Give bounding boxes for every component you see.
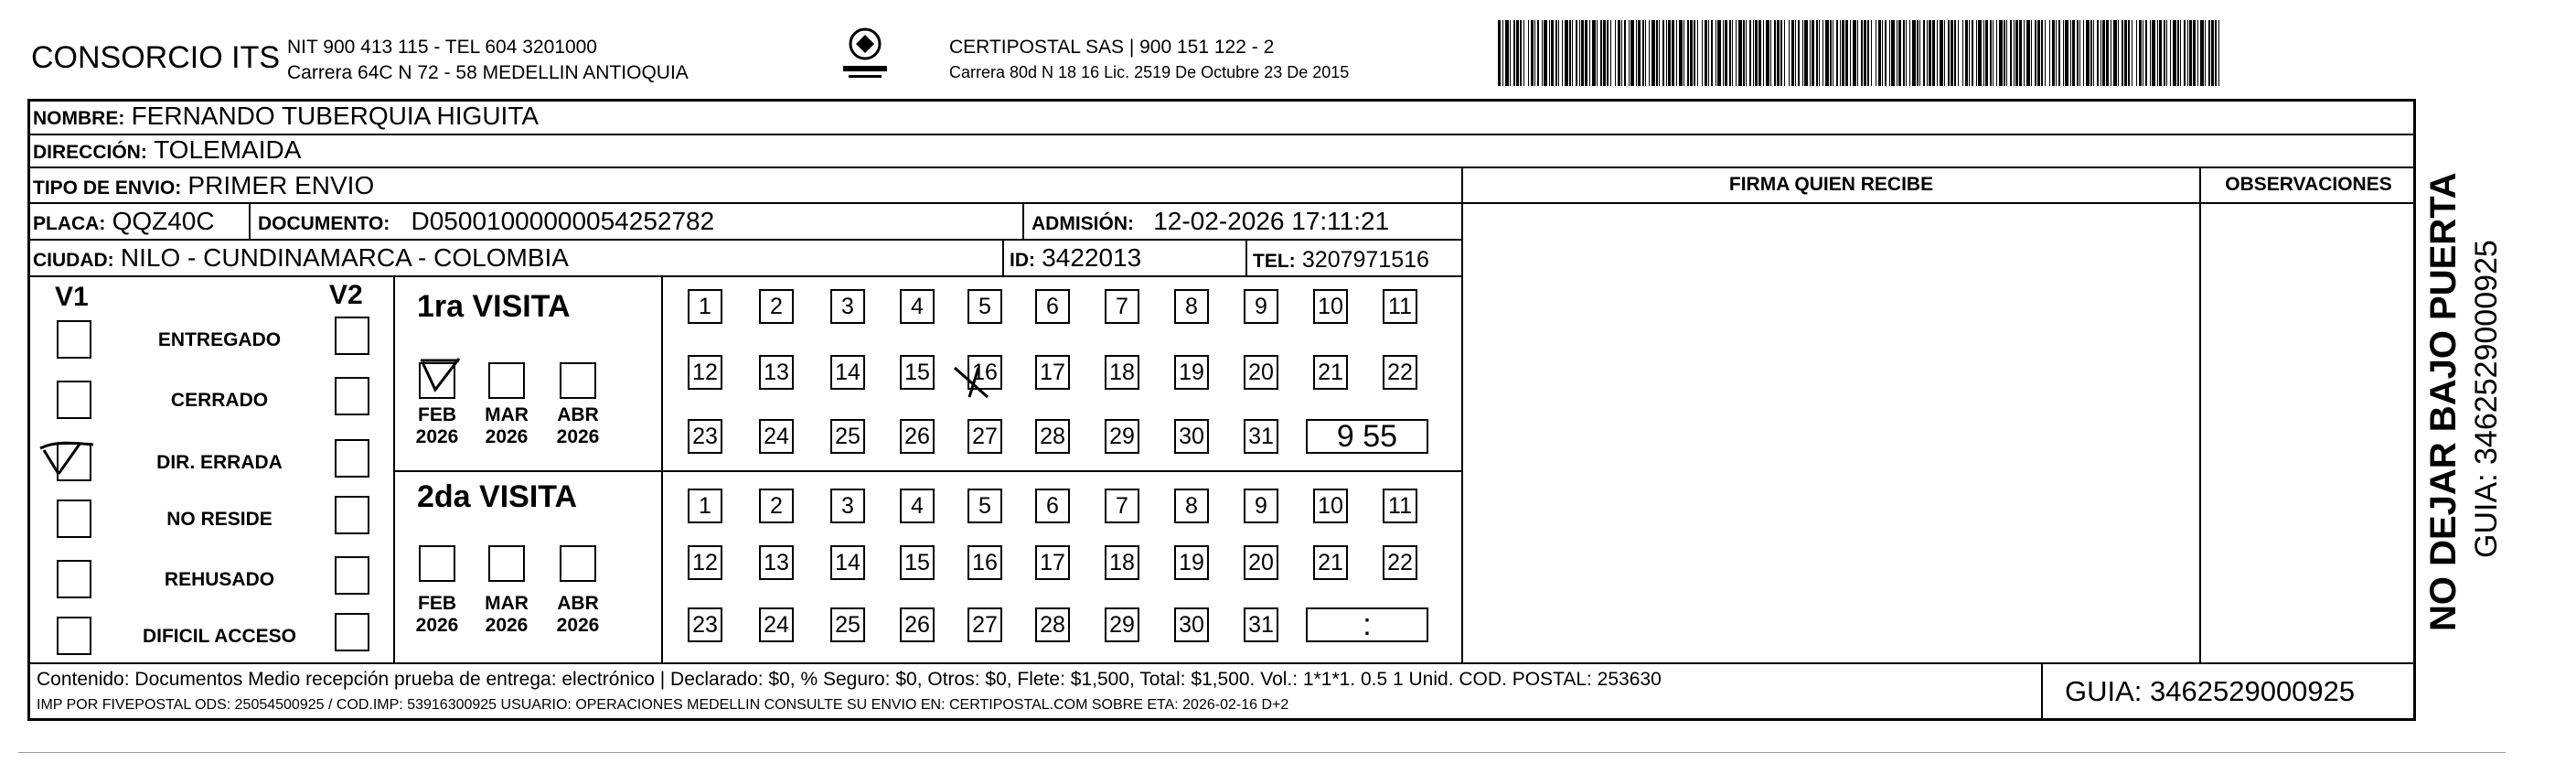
firma-header: FIRMA QUIEN RECIBE: [1728, 174, 1934, 195]
v2-checkbox-no-reside[interactable]: [335, 496, 369, 534]
second-visit-day-2[interactable]: 2: [759, 489, 794, 523]
first-visit-day-30[interactable]: 30: [1174, 419, 1209, 454]
first-visit-time-box[interactable]: 9 55: [1306, 419, 1428, 454]
first-visit-day-7[interactable]: 7: [1105, 289, 1139, 324]
second-visit-day-21[interactable]: 21: [1313, 545, 1348, 580]
first-visit-month-label: [550, 404, 605, 448]
nombre-key: NOMBRE:: [33, 108, 125, 129]
barcode-bar: [2219, 20, 2223, 86]
second-visit-day-25[interactable]: 25: [830, 607, 865, 642]
month-name: ABR: [557, 593, 599, 614]
reason-label: NO RESIDE: [166, 509, 273, 530]
carrier-line-1: CERTIPOSTAL SAS | 900 151 122 - 2: [949, 37, 1275, 58]
v1-checkbox-entregado[interactable]: [57, 320, 91, 359]
company-line-1: NIT 900 413 115 - TEL 604 3201000: [287, 37, 597, 58]
first-visit-month-box-abr[interactable]: [560, 362, 596, 399]
first-visit-day-21[interactable]: 21: [1313, 355, 1348, 390]
second-visit-day-10[interactable]: 10: [1313, 489, 1348, 523]
month-year: 2026: [415, 615, 459, 636]
admision-key: ADMISIÓN:: [1031, 213, 1134, 234]
first-visit-month-label: [479, 404, 534, 448]
second-visit-month-box-feb[interactable]: [419, 545, 455, 582]
ciudad-value: NILO - CUNDINAMARCA - COLOMBIA: [120, 243, 569, 272]
v2-checkbox-dir-errada[interactable]: [335, 439, 369, 478]
second-visit-month-label: [479, 593, 534, 637]
first-visit-day-19[interactable]: 19: [1174, 355, 1209, 390]
month-check-mark: [417, 353, 472, 403]
admision-value: 12-02-2026 17:11:21: [1153, 207, 1390, 235]
first-visit-day-2[interactable]: 2: [759, 289, 794, 324]
documento-key: DOCUMENTO:: [258, 213, 390, 234]
v1-checkbox-no-reside[interactable]: [57, 500, 91, 538]
second-visit-time-box[interactable]: :: [1306, 607, 1428, 642]
reason-label: DIFICIL ACCESO: [142, 626, 296, 647]
tipo-key: TIPO DE ENVIO:: [33, 177, 182, 199]
field-ciudad: [33, 243, 569, 273]
second-visit-day-9[interactable]: 9: [1244, 489, 1278, 523]
second-visit-day-20[interactable]: 20: [1244, 545, 1278, 580]
tel-key: TEL:: [1253, 251, 1296, 272]
second-visit-day-31[interactable]: 31: [1244, 607, 1278, 642]
first-visit-day-26[interactable]: 26: [900, 419, 935, 454]
placa-value: QQZ40C: [112, 207, 215, 235]
v2-checkbox-cerrado[interactable]: [335, 377, 369, 415]
first-visit-day-4[interactable]: 4: [900, 289, 935, 324]
reason-label: ENTREGADO: [157, 329, 282, 350]
first-visit-day-25[interactable]: 25: [830, 419, 865, 454]
first-visit-day-1[interactable]: 1: [688, 289, 722, 324]
carrier-line-2: Carrera 80d N 18 16 Lic. 2519 De Octubre 23 De 2015: [949, 63, 1350, 81]
month-year: 2026: [415, 426, 459, 447]
first-visit-day-17[interactable]: 17: [1035, 355, 1070, 390]
second-visit-month-box-mar[interactable]: [488, 545, 525, 582]
side-guia: GUIA: 3462529000925: [2469, 240, 2504, 558]
second-visit-day-3[interactable]: 3: [830, 489, 865, 523]
second-visit-day-27[interactable]: 27: [967, 607, 1002, 642]
first-visit-day-18[interactable]: 18: [1105, 355, 1139, 390]
second-visit-day-15[interactable]: 15: [900, 545, 935, 580]
first-visit-day-10[interactable]: 10: [1313, 289, 1348, 324]
reason-label: DIR. ERRADA: [156, 452, 283, 473]
first-visit-day-14[interactable]: 14: [830, 355, 865, 390]
month-name: FEB: [418, 404, 456, 425]
second-visit-day-24[interactable]: 24: [759, 607, 794, 642]
field-direccion: [33, 135, 301, 165]
v1-checkbox-dificil-acceso[interactable]: [57, 617, 91, 655]
company-name: CONSORCIO ITS: [31, 40, 281, 75]
month-year: 2026: [556, 615, 600, 636]
first-visit-day-3[interactable]: 3: [830, 289, 865, 324]
first-visit-day-24[interactable]: 24: [759, 419, 794, 454]
month-name: ABR: [557, 404, 599, 425]
second-visit-month-label: [550, 593, 605, 637]
field-id: [1010, 243, 1141, 273]
month-year: 2026: [485, 615, 529, 636]
second-visit-day-11[interactable]: 11: [1383, 489, 1417, 523]
field-tipo: [33, 171, 374, 200]
observaciones-header: OBSERVACIONES: [2225, 174, 2392, 195]
field-placa: [33, 207, 215, 236]
second-visit-day-13[interactable]: 13: [759, 545, 794, 580]
first-visit-day-29[interactable]: 29: [1105, 419, 1139, 454]
first-visit-day-8[interactable]: 8: [1174, 289, 1209, 324]
v1-header: V1: [55, 282, 89, 312]
first-visit-day-16[interactable]: 16: [967, 355, 1002, 390]
month-year: 2026: [485, 426, 529, 447]
id-value: 3422013: [1042, 243, 1142, 272]
second-visit-day-5[interactable]: 5: [967, 489, 1002, 523]
tipo-value: PRIMER ENVIO: [187, 171, 375, 199]
second-visit-day-6[interactable]: 6: [1035, 489, 1070, 523]
second-visit-day-26[interactable]: 26: [900, 607, 935, 642]
field-tel: [1253, 245, 1429, 274]
day-check-mark: [951, 362, 997, 403]
second-visit-day-12[interactable]: 12: [688, 545, 722, 580]
first-visit-day-12[interactable]: 12: [688, 355, 722, 390]
second-visit-month-box-abr[interactable]: [560, 545, 596, 582]
documento-value: D05001000000054252782: [411, 207, 715, 235]
first-visit-day-27[interactable]: 27: [967, 419, 1002, 454]
direccion-key: DIRECCIÓN:: [33, 142, 147, 163]
first-visit-day-15[interactable]: 15: [900, 355, 935, 390]
month-year: 2026: [556, 426, 600, 447]
first-visit-day-13[interactable]: 13: [759, 355, 794, 390]
second-visit-day-16[interactable]: 16: [967, 545, 1002, 580]
direccion-value: TOLEMAIDA: [154, 135, 302, 164]
v2-header: V2: [329, 280, 363, 310]
month-name: FEB: [418, 593, 456, 614]
month-name: MAR: [485, 593, 529, 614]
second-visit-day-14[interactable]: 14: [830, 545, 865, 580]
second-visit-day-1[interactable]: 1: [688, 489, 722, 523]
v2-checkbox-rehusado[interactable]: [335, 556, 369, 595]
first-visit-month-label: [410, 404, 465, 448]
month-name: MAR: [485, 404, 529, 425]
nombre-value: FERNANDO TUBERQUIA HIGUITA: [131, 102, 540, 130]
company-line-2: Carrera 64C N 72 - 58 MEDELLIN ANTIOQUIA: [287, 62, 689, 83]
reason-label: CERRADO: [170, 390, 269, 411]
v1-check-mark: [37, 437, 101, 489]
field-documento: [258, 207, 714, 236]
second-visit-day-28[interactable]: 28: [1035, 607, 1070, 642]
footer-contents: Contenido: Documentos Medio recepción prueba de entrega: electrónico | Declarado: $0, % Seguro: $0, Otros: $0, Flete: $1,500, Total: $1,500. Vol.: 1*1*1. 0.5 1 Unid. COD. POSTAL: 253630: [37, 669, 1662, 690]
certipostal-logo: [838, 22, 893, 86]
v2-checkbox-dificil-acceso[interactable]: [335, 613, 369, 651]
second-visit-day-30[interactable]: 30: [1174, 607, 1209, 642]
placa-key: PLACA:: [33, 213, 106, 234]
first-visit-day-28[interactable]: 28: [1035, 419, 1070, 454]
v1-checkbox-cerrado[interactable]: [57, 381, 91, 419]
first-visit-day-11[interactable]: 11: [1383, 289, 1417, 324]
first-visit-day-23[interactable]: 23: [688, 419, 722, 454]
second-visit-title: 2da VISITA: [417, 479, 578, 514]
field-nombre: [33, 102, 539, 131]
first-visit-month-box-mar[interactable]: [488, 362, 525, 399]
ciudad-key: CIUDAD:: [33, 250, 114, 271]
first-visit-day-31[interactable]: 31: [1244, 419, 1278, 454]
second-visit-day-19[interactable]: 19: [1174, 545, 1209, 580]
tel-value: 3207971516: [1301, 247, 1429, 273]
reason-label: REHUSADO: [164, 569, 275, 590]
first-visit-day-6[interactable]: 6: [1035, 289, 1070, 324]
barcode: [1498, 20, 2229, 86]
second-visit-day-29[interactable]: 29: [1105, 607, 1139, 642]
field-admision: [1031, 207, 1389, 236]
second-visit-day-18[interactable]: 18: [1105, 545, 1139, 580]
second-visit-day-17[interactable]: 17: [1035, 545, 1070, 580]
first-visit-day-22[interactable]: 22: [1383, 355, 1417, 390]
first-visit-day-5[interactable]: 5: [967, 289, 1002, 324]
second-visit-day-22[interactable]: 22: [1383, 545, 1417, 580]
second-visit-day-7[interactable]: 7: [1105, 489, 1139, 523]
v2-checkbox-entregado[interactable]: [335, 317, 369, 355]
second-visit-day-23[interactable]: 23: [688, 607, 722, 642]
side-notice: NO DEJAR BAJO PUERTA: [2423, 172, 2464, 631]
v1-checkbox-rehusado[interactable]: [57, 560, 91, 598]
first-visit-title: 1ra VISITA: [417, 289, 571, 324]
guia-number: GUIA: 3462529000925: [2065, 675, 2356, 707]
second-visit-month-label: [410, 593, 465, 637]
footer-print-info: IMP POR FIVEPOSTAL ODS: 25054500925 / COD.IMP: 53916300925 USUARIO: OPERACIONES MEDELLIN CONSULTE SU ENVIO EN: CERTIPOSTAL.COM SOBRE ETA: 2026-02-16 D+2: [37, 697, 1289, 713]
first-visit-day-20[interactable]: 20: [1244, 355, 1278, 390]
id-key: ID:: [1010, 250, 1035, 271]
first-visit-day-9[interactable]: 9: [1244, 289, 1278, 324]
second-visit-day-4[interactable]: 4: [900, 489, 935, 523]
second-visit-day-8[interactable]: 8: [1174, 489, 1209, 523]
